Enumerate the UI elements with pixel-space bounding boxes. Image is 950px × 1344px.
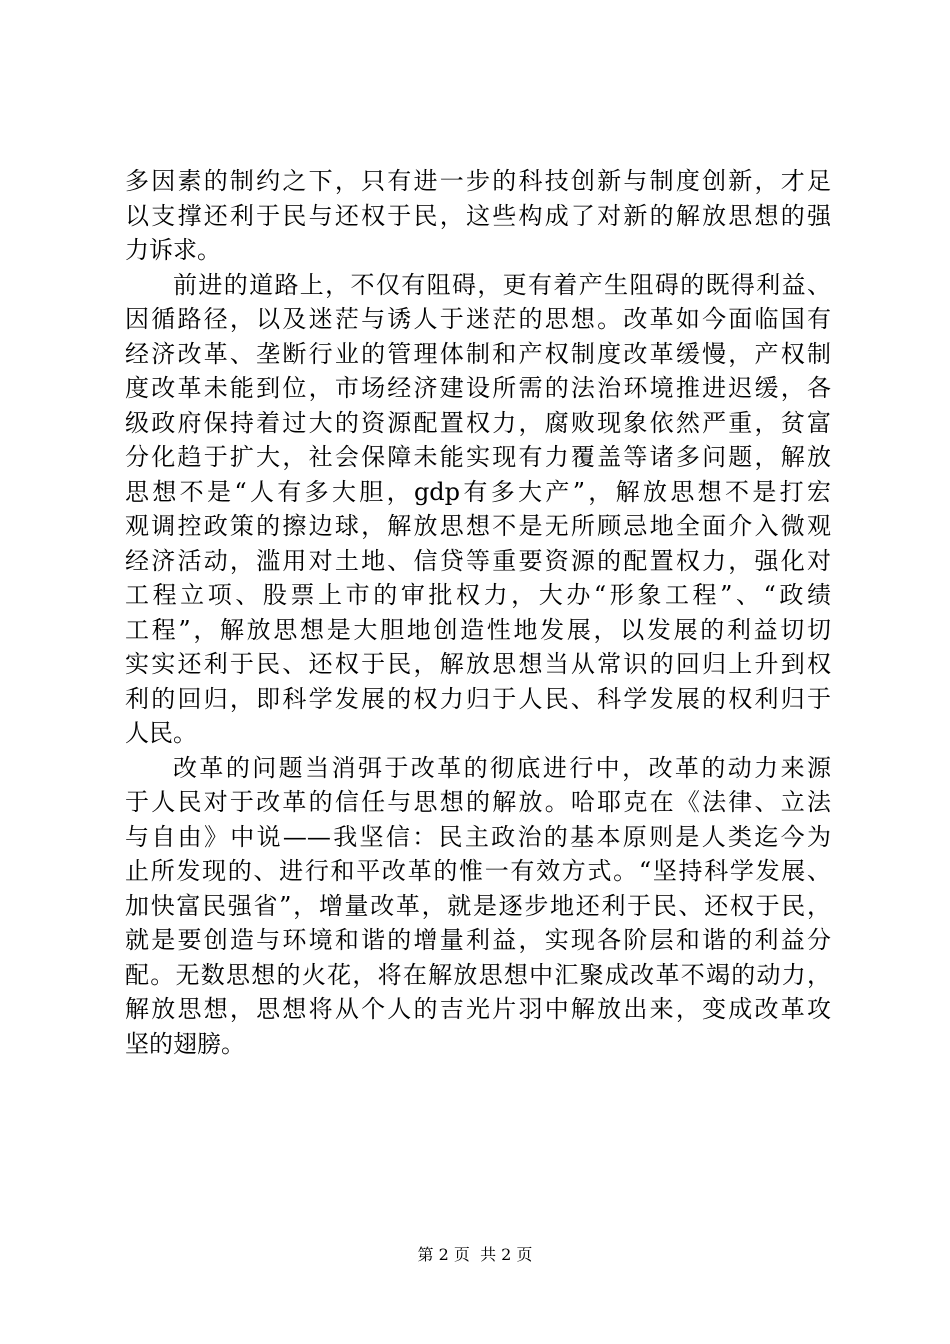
text-line: 因循路径，以及迷茫与诱人于迷茫的思想。改革如今面临国有 — [125, 305, 831, 333]
text-line: 实实还利于民、还权于民，解放思想当从常识的回归上升到权 — [125, 650, 831, 678]
text-line: 思想不是“人有多大胆，gdp有多大产”，解放思想不是打宏 — [125, 477, 831, 506]
text-line: 坚的翅膀。 — [125, 1029, 245, 1058]
text-line: 利的回归，即科学发展的权力归于人民、科学发展的权利归于 — [125, 684, 831, 713]
text-line: 工程立项、股票上市的审批权力，大办“形象工程”、“政绩 — [125, 581, 831, 609]
text-line: 前进的道路上，不仅有阻碍，更有着产生阻碍的既得利益、 — [173, 270, 831, 299]
text-line: 解放思想，思想将从个人的吉光片羽中解放出来，变成改革攻 — [125, 995, 831, 1023]
text-line: 于人民对于改革的信任与思想的解放。哈耶克在《法律、立法 — [125, 788, 831, 816]
text-line: 分化趋于扩大，社会保障未能实现有力覆盖等诸多问题，解放 — [125, 443, 831, 471]
page-footer: 第 2 页 共 2 页 — [417, 1245, 533, 1264]
text-line: 级政府保持着过大的资源配置权力，腐败现象依然严重，贫富 — [125, 408, 831, 437]
text-line: 就是要创造与环境和谐的增量利益，实现各阶层和谐的利益分 — [125, 926, 831, 954]
text-line: 经济活动，滥用对土地、信贷等重要资源的配置权力，强化对 — [125, 546, 831, 575]
text-line: 人民。 — [125, 719, 197, 747]
text-line: 改革的问题当消弭于改革的彻底进行中，改革的动力来源 — [173, 753, 831, 782]
text-line: 以支撑还利于民与还权于民，这些构成了对新的解放思想的强 — [125, 201, 831, 230]
text-line: 力诉求。 — [125, 236, 221, 264]
text-line: 加快富民强省”，增量改革，就是逐步地还利于民、还权于民， — [125, 891, 831, 920]
paragraph — [125, 268, 831, 751]
text-line: 配。无数思想的火花，将在解放思想中汇聚成改革不竭的动力， — [125, 960, 831, 989]
paragraph — [125, 751, 831, 1062]
text-line: 经济改革、垄断行业的管理体制和产权制度改革缓慢，产权制 — [125, 339, 831, 368]
text-line: 止所发现的、进行和平改革的惟一有效方式。“坚持科学发展、 — [125, 857, 831, 885]
text-line: 多因素的制约之下，只有进一步的科技创新与制度创新，才足 — [125, 167, 831, 195]
text-line: 度改革未能到位，市场经济建设所需的法治环境推进迟缓，各 — [125, 374, 831, 402]
text-line: 工程”，解放思想是大胆地创造性地发展，以发展的利益切切 — [125, 615, 831, 644]
document-body — [125, 164, 831, 1061]
text-line: 观调控政策的擦边球，解放思想不是无所顾忌地全面介入微观 — [125, 512, 831, 540]
paragraph — [125, 164, 831, 268]
text-line: 与自由》中说——我坚信：民主政治的基本原则是人类迄今为 — [125, 822, 831, 851]
